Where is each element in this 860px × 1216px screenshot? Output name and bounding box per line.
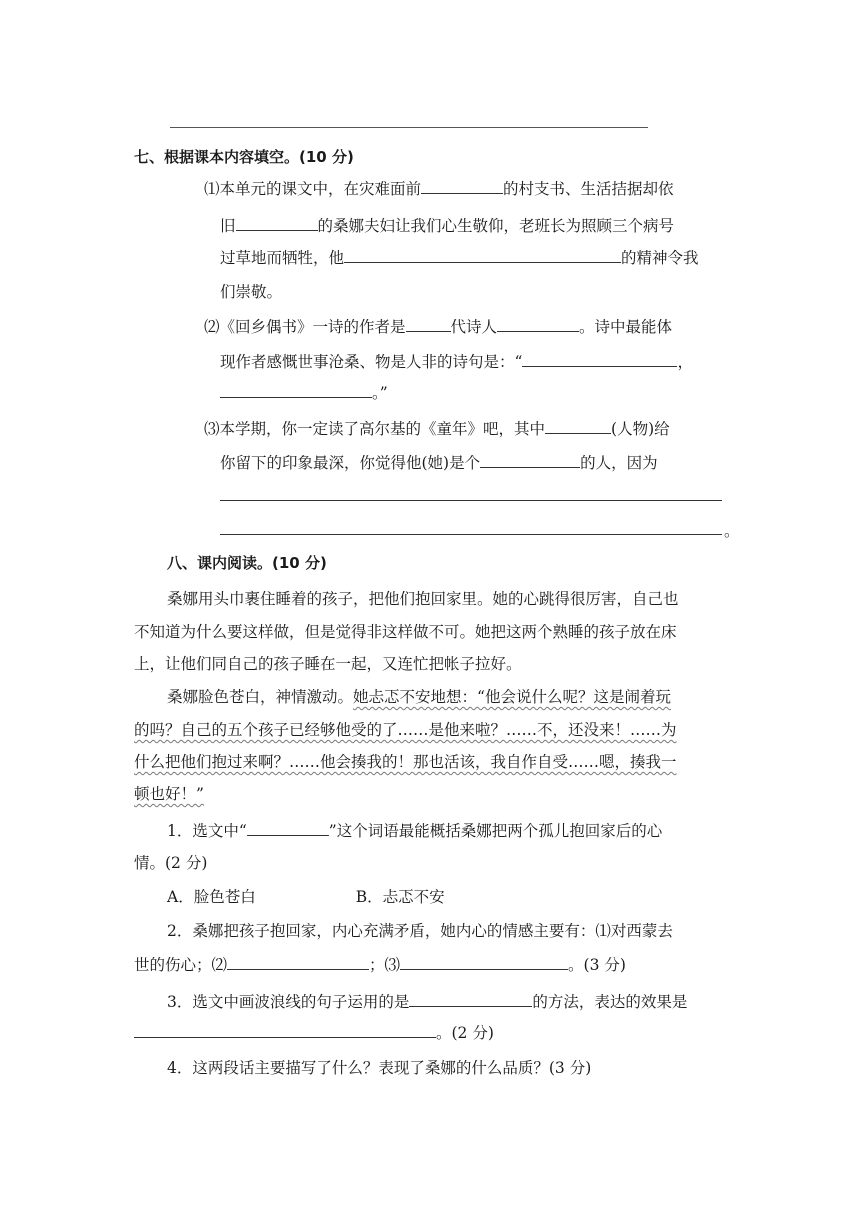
answer-blank[interactable]: [406, 315, 451, 332]
answer-blank[interactable]: [236, 214, 318, 231]
section8-heading: 八、课内阅读。(10 分): [167, 554, 327, 572]
s8-q2-line1: 2．桑娜把孩子抱回家，内心充满矛盾，她内心的情感主要有：⑴对西蒙去: [167, 922, 673, 940]
s8-para2-line4: 顿也好！”: [134, 785, 204, 803]
option-a[interactable]: A．脸色苍白: [167, 888, 256, 906]
answer-blank[interactable]: [545, 417, 611, 434]
s8-q1-line1: 1．选文中“ ”这个词语最能概括桑娜把两个孤儿抱回家后的心: [167, 819, 662, 842]
answer-blank[interactable]: [497, 315, 579, 332]
wavy-underlined-text: 她忐忑不安地想：“他会说什么呢？这是闹着玩: [353, 688, 671, 706]
s8-para1-line1: 桑娜用头巾裹住睡着的孩子，把他们抱回家里。她的心跳得很厉害，自己也: [167, 590, 679, 608]
answer-blank[interactable]: [480, 451, 580, 468]
s8-q4-line1: 4．这两段话主要描写了什么？表现了桑娜的什么品质？(3 分): [167, 1059, 592, 1077]
top-divider: [170, 127, 648, 128]
s7-q3-end-period: 。: [724, 522, 740, 540]
s8-q2-line2: 世的伤心；⑵ ；⑶ 。(3 分): [134, 953, 626, 976]
s8-q1-options: [167, 886, 445, 908]
answer-blank[interactable]: [522, 350, 677, 367]
s7-q3-line1: ⑶本学期，你一定读了高尔基的《童年》吧，其中 (人物)给: [204, 417, 670, 440]
s8-para1-line2: 不知道为什么要这样做，但是觉得非这样做不可。她把这两个熟睡的孩子放在床: [134, 623, 677, 641]
s8-para2-line2: 的吗？自己的五个孩子已经够他受的了……是他来啦？……不，还没来！……为: [134, 721, 677, 739]
s7-q2-line2: 现作者感慨世事沧桑、物是人非的诗句是：“ ，: [220, 350, 693, 373]
s7-q3-line2: 你留下的印象最深，你觉得他(她)是个 的人，因为: [220, 451, 658, 474]
s7-q2-line3: 。”: [220, 381, 388, 404]
answer-blank[interactable]: [344, 246, 621, 263]
s7-q1-line4: 们崇敬。: [220, 283, 283, 301]
answer-blank[interactable]: [409, 990, 532, 1007]
answer-line[interactable]: [220, 534, 722, 535]
answer-blank[interactable]: [220, 381, 372, 398]
s8-q1-line2: 情。(2 分): [134, 854, 208, 872]
s8-para2-line1: 桑娜脸色苍白，神情激动。她忐忑不安地想：“他会说什么呢？这是闹着玩: [167, 688, 671, 706]
answer-blank[interactable]: [400, 953, 568, 970]
option-b[interactable]: B．忐忑不安: [355, 888, 445, 906]
answer-blank[interactable]: [227, 953, 369, 970]
s8-para1-line3: 上，让他们同自己的孩子睡在一起，又连忙把帐子拉好。: [134, 655, 522, 673]
answer-line[interactable]: [220, 500, 722, 501]
answer-blank[interactable]: [247, 819, 329, 836]
section7-heading: 七、根据课本内容填空。(10 分): [134, 148, 354, 166]
s8-para2-line3: 什么把他们抱过来啊？……他会揍我的！那也活该，我自作自受……嗯，揍我一: [134, 753, 677, 771]
answer-blank[interactable]: [134, 1021, 436, 1038]
s7-q1-line2: 旧 的桑娜夫妇让我们心生敬仰，老班长为照顾三个病号: [220, 214, 674, 237]
s7-q1-line3: 过草地而牺牲，他 的精神令我: [220, 246, 699, 269]
s7-q2-line1: ⑵《回乡偶书》一诗的作者是 代诗人 。诗中最能体: [204, 315, 672, 338]
s7-q1-line1: ⑴本单元的课文中，在灾难面前 的村支书、生活拮据却依: [204, 177, 674, 200]
answer-blank[interactable]: [421, 177, 503, 194]
s8-q3-line2: 。(2 分): [134, 1021, 494, 1044]
s8-q3-line1: 3．选文中画波浪线的句子运用的是 的方法，表达的效果是: [167, 990, 687, 1013]
